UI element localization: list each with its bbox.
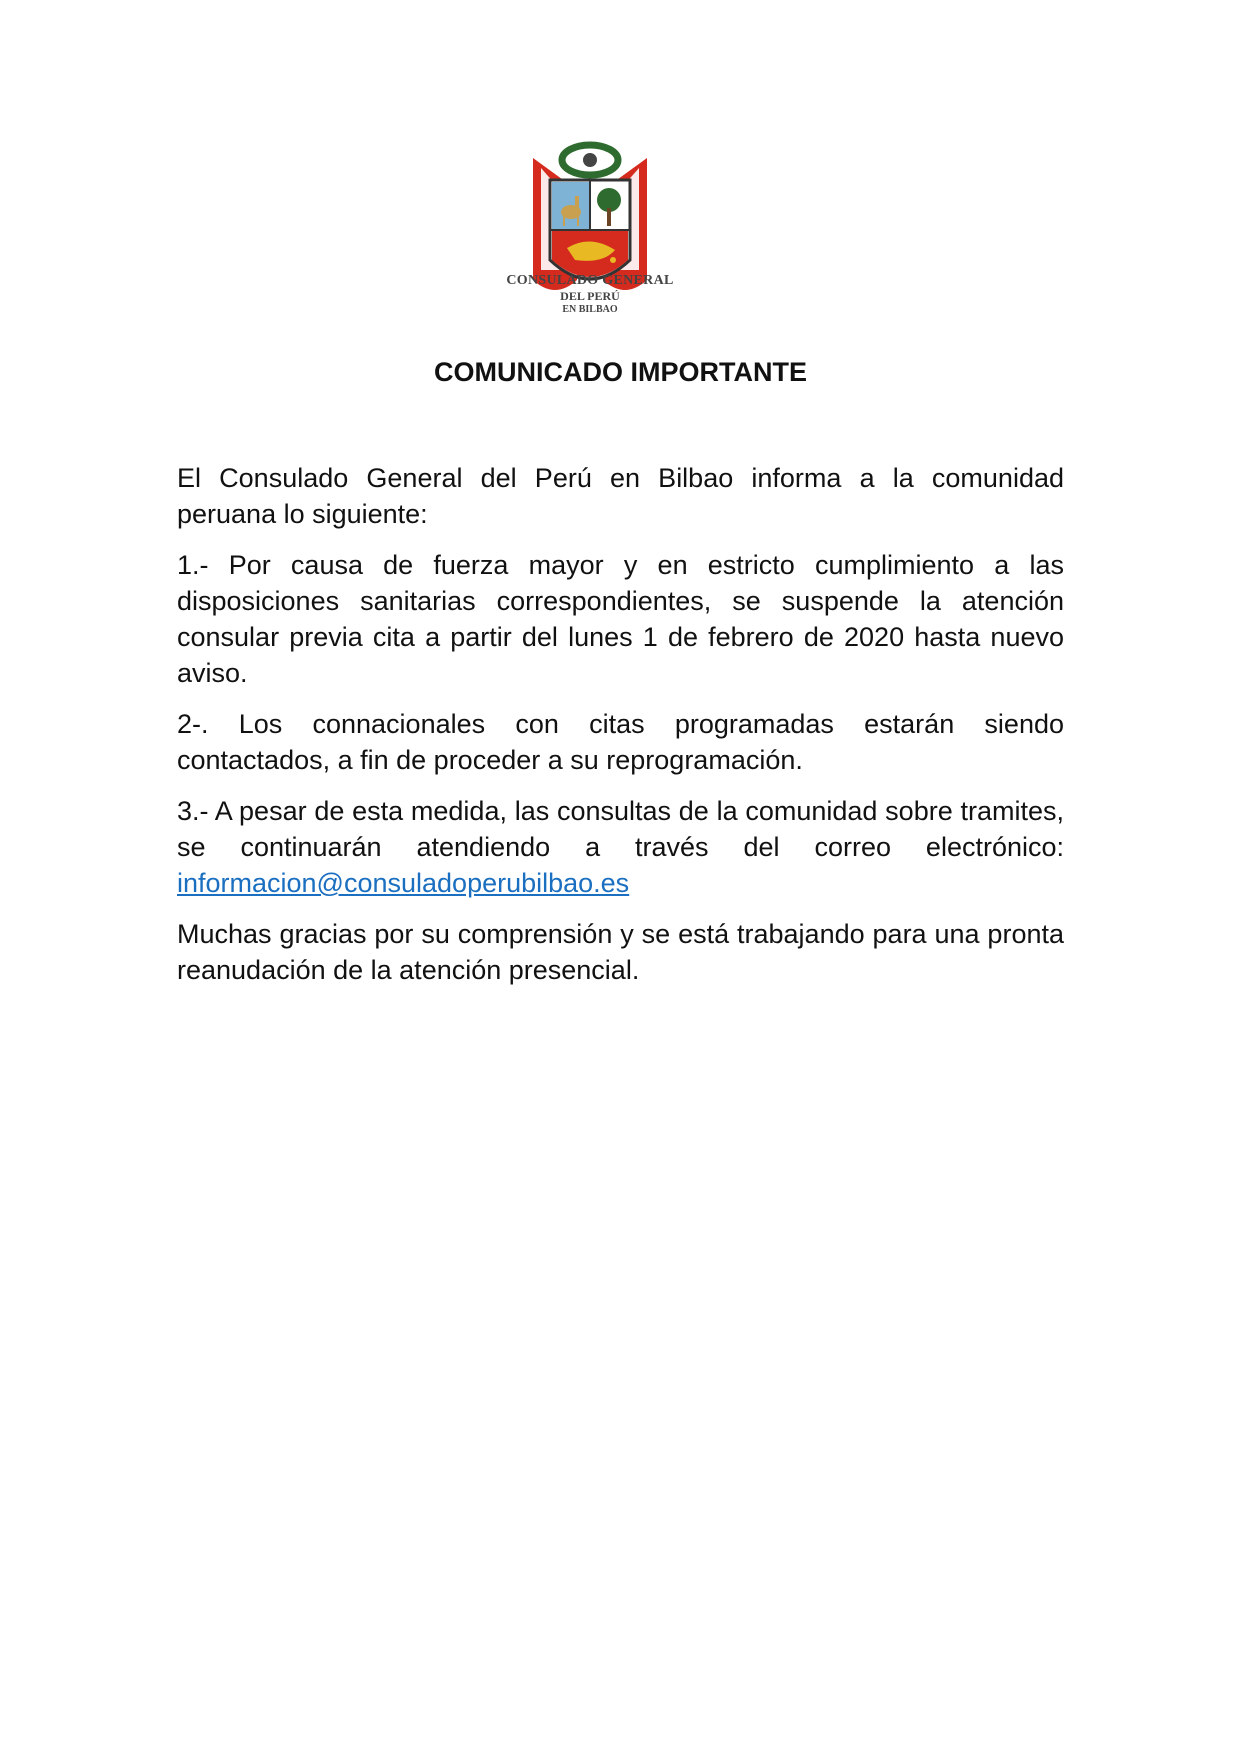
org-line-3: EN BILBAO (562, 303, 618, 315)
item-2-paragraph: 2-. Los connacionales con citas programadas estarán siendo contactados, a fin de proceder a su reprogramación. (177, 709, 1064, 775)
intro-paragraph: El Consulado General del Perú en Bilbao informa a la comunidad peruana lo siguiente: (177, 463, 1064, 529)
item-1-paragraph: 1.- Por causa de fuerza mayor y en estricto cumplimiento a las disposiciones sanitarias correspondientes, se suspende la atención consular previa cita a partir del lunes 1 de febrero de 2020 hasta nuevo aviso. (177, 550, 1064, 688)
consulate-name-block (480, 272, 700, 316)
item-3-text: 3.- A pesar de esta medida, las consultas de la comunidad sobre tramites, se continuarán atendiendo a través del correo electrónico: (177, 796, 1064, 862)
announcement-body (177, 460, 1064, 1003)
closing-paragraph: Muchas gracias por su comprensión y se está trabajando para una pronta reanudación de la atención presencial. (177, 919, 1064, 985)
org-line-2: DEL PERÚ (560, 289, 620, 304)
item-3-paragraph (177, 793, 1064, 901)
email-link[interactable]: informacion@consuladoperubilbao.es (177, 868, 630, 898)
org-line-1: CONSULADO GENERAL (506, 273, 674, 288)
page-title: COMUNICADO IMPORTANTE (434, 357, 807, 387)
